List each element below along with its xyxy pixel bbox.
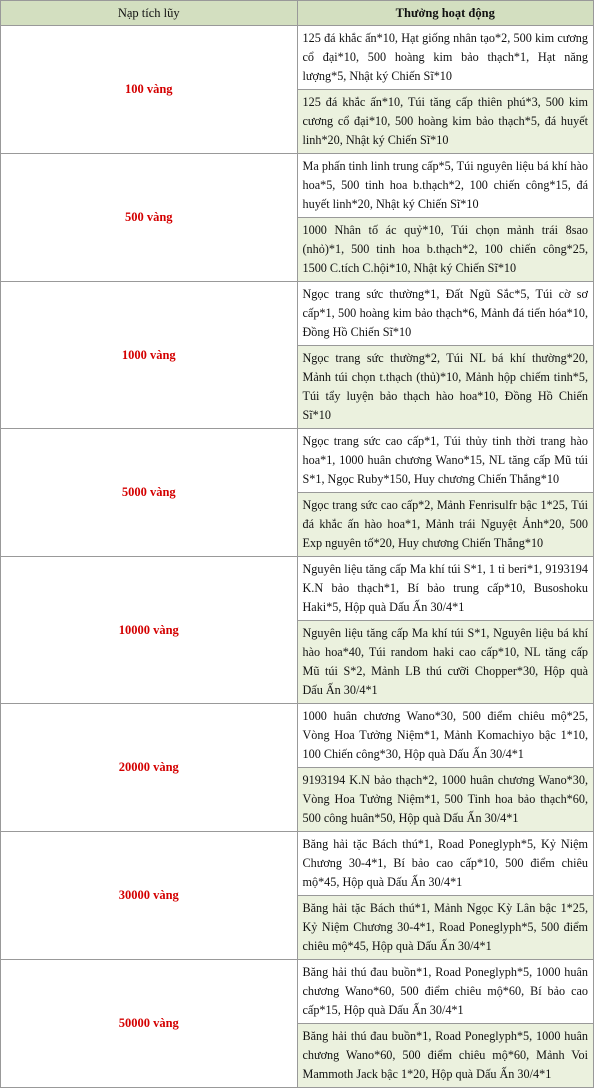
reward-cell: 125 đá khắc ấn*10, Hạt giống nhân tạo*2, 500 kim cương cổ đại*10, 500 hoàng kim bảo thạch*1, Hạt năng lượng*5, Nhật ký Chiến Sĩ*10 xyxy=(297,26,594,90)
tier-amount: 100 vàng xyxy=(1,26,298,154)
table-row xyxy=(1,282,594,346)
reward-cell: 1000 huân chương Wano*30, 500 điểm chiêu mộ*25, Vòng Hoa Tưởng Niệm*1, Mảnh Komachiyo bậc 1*10, 100 Chiến công*30, Hộp quà Dấu Ấn 30/4*1 xyxy=(297,704,594,768)
reward-cell: Ngọc trang sức cao cấp*2, Mảnh Fenrisulfr bậc 1*25, Túi đá khắc ấn hào hoa*1, Mảnh trái Nguyệt Ảnh*20, 500 Exp nguyên tố*20, Huy chương Chiến Thắng*10 xyxy=(297,493,594,557)
header-activity-rewards: Thưởng hoạt động xyxy=(297,1,594,26)
table-row xyxy=(1,26,594,90)
reward-cell: Ma phấn tinh linh trung cấp*5, Túi nguyên liệu bá khí hào hoa*5, 500 tinh hoa b.thạch*2, 100 chiến công*15, đá huyết linh*20, Nhật ký Chiến Sĩ*10 xyxy=(297,154,594,218)
table-row xyxy=(1,960,594,1024)
reward-cell: Băng hải thú đau buồn*1, Road Poneglyph*5, 1000 huân chương Wano*60, 500 điểm chiêu mộ*60, Bí bảo cao cấp*15, Hộp quà Dấu Ấn 30/4*1 xyxy=(297,960,594,1024)
reward-cell: Ngọc trang sức thường*1, Đất Ngũ Sắc*5, Túi cờ sơ cấp*1, 500 hoàng kim bảo thạch*6, Mảnh đá tiến hóa*10, Đồng Hồ Chiến Sĩ*10 xyxy=(297,282,594,346)
reward-cell: Băng hải tặc Bách thú*1, Road Poneglyph*5, Kỷ Niệm Chương 30-4*1, Bí bảo cao cấp*10, 500 điểm chiêu mộ*45, Hộp quà Dấu Ấn 30/4*1 xyxy=(297,832,594,896)
header-cumulative-topup: Nạp tích lũy xyxy=(1,1,298,26)
table-row xyxy=(1,704,594,768)
table-header-row xyxy=(1,1,594,26)
reward-cell: Băng hải thú đau buồn*1, Road Poneglyph*5, 1000 huân chương Wano*60, 500 điểm chiêu mộ*60, Mảnh Voi Mammoth Jack bậc 1*20, Hộp quà Dấu Ấn 30/4*1 xyxy=(297,1024,594,1088)
reward-cell: 1000 Nhân tố ác quỷ*10, Túi chọn mảnh trái 8sao (nhỏ)*1, 500 tinh hoa b.thạch*2, 100 chiến công*25, 1500 C.tích C.hội*10, Nhật ký Chiến Sĩ*10 xyxy=(297,218,594,282)
reward-cell: Nguyên liệu tăng cấp Ma khí túi S*1, Nguyên liệu bá khí hào hoa*40, Túi random haki cao cấp*10, NL tăng cấp Mũ túi S*2, Mảnh LB thú cưỡi Chopper*30, Hộp quà Dấu Ấn 30/4*1 xyxy=(297,621,594,704)
table-row xyxy=(1,832,594,896)
reward-cell: Băng hải tặc Bách thú*1, Mảnh Ngọc Kỳ Lân bậc 1*25, Kỷ Niệm Chương 30-4*1, Road Poneglyph*5, 500 điểm chiêu mộ*45, Hộp quà Dấu Ấn 30/4*1 xyxy=(297,896,594,960)
tier-amount: 1000 vàng xyxy=(1,282,298,429)
tier-amount: 20000 vàng xyxy=(1,704,298,832)
table-row xyxy=(1,557,594,621)
tier-amount: 30000 vàng xyxy=(1,832,298,960)
reward-cell: Nguyên liệu tăng cấp Ma khí túi S*1, 1 tỉ beri*1, 9193194 K.N bảo thạch*1, Bí bảo trung cấp*10, Busoshoku Haki*5, Hộp quà Dấu Ấn 30/4*1 xyxy=(297,557,594,621)
reward-cell: Ngọc trang sức cao cấp*1, Túi thủy tinh thời trang hào hoa*1, 1000 huân chương Wano*15, NL tăng cấp Mũ túi S*1, Ngọc Ruby*150, Huy chương Chiến Thắng*10 xyxy=(297,429,594,493)
reward-cell: 9193194 K.N bảo thạch*2, 1000 huân chương Wano*30, Vòng Hoa Tưởng Niệm*1, 500 Tinh hoa bảo thạch*60, 500 công huân*50, Hộp quà Dấu Ấn 30/4*1 xyxy=(297,768,594,832)
reward-cell: 125 đá khắc ấn*10, Túi tăng cấp thiên phú*3, 500 kim cương cổ đại*10, 500 hoàng kim bảo thạch*5, đá huyết linh*20, Nhật ký Chiến Sĩ*10 xyxy=(297,90,594,154)
reward-cell: Ngọc trang sức thường*2, Túi NL bá khí thường*20, Mảnh túi chọn t.thạch (thủ)*10, Mảnh hộp chiếm tinh*5, Túi tẩy luyện bảo thạch hào hoa*10, Đồng Hồ Chiến Sĩ*10 xyxy=(297,346,594,429)
tier-amount: 10000 vàng xyxy=(1,557,298,704)
table-row xyxy=(1,154,594,218)
tier-amount: 500 vàng xyxy=(1,154,298,282)
tier-amount: 5000 vàng xyxy=(1,429,298,557)
tier-amount: 50000 vàng xyxy=(1,960,298,1088)
table-row xyxy=(1,429,594,493)
